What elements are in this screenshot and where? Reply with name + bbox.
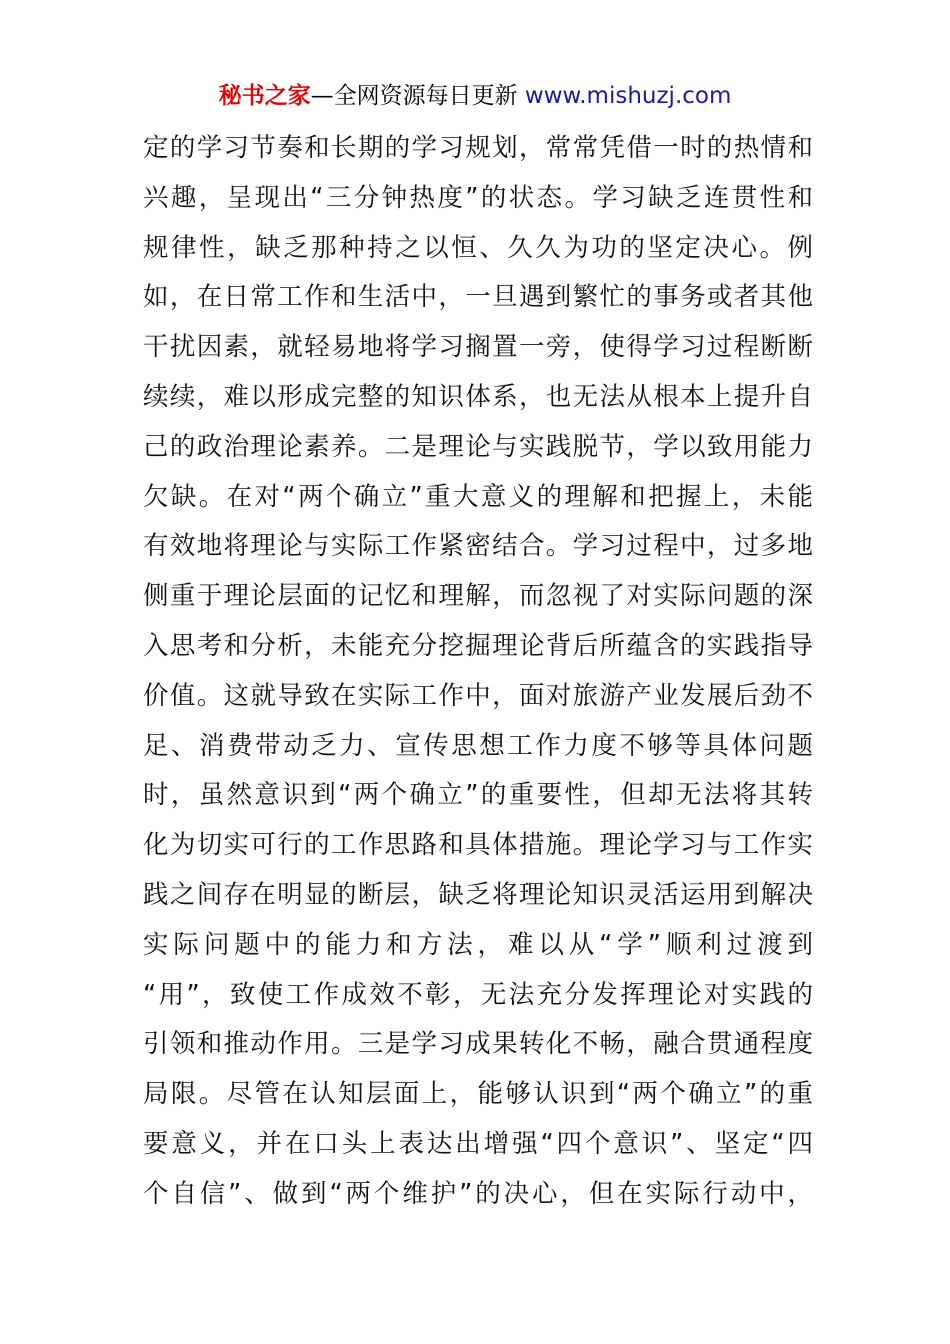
text-line: 局限。尽管在认知层面上，能够认识到“两个确立”的重 [143, 1079, 813, 1110]
text-line: “用”，致使工作成效不彰，无法充分发挥理论对实践的 [143, 979, 813, 1010]
text-line: 干扰因素，就轻易地将学习搁置一旁，使得学习过程断断 [143, 332, 813, 363]
text-line: 如，在日常工作和生活中，一旦遇到繁忙的事务或者其他 [143, 282, 813, 313]
text-line: 规律性，缺乏那种持之以恒、久久为功的坚定决心。例 [143, 232, 813, 263]
text-line: 实际问题中的能力和方法，难以从“学”顺利过渡到 [143, 929, 813, 960]
text-line: 价值。这就导致在实际工作中，面对旅游产业发展后劲不 [143, 680, 813, 711]
text-line: 己的政治理论素养。二是理论与实践脱节，学以致用能力 [143, 431, 813, 462]
text-line: 个自信”、做到“两个维护”的决心，但在实际行动中， [143, 1178, 813, 1209]
text-line: 续续，难以形成完整的知识体系，也无法从根本上提升自 [143, 381, 813, 412]
header-tagline: —全网资源每日更新 [310, 83, 525, 109]
text-line: 入思考和分析，未能充分挖掘理论背后所蕴含的实践指导 [143, 630, 813, 661]
text-line: 定的学习节奏和长期的学习规划，常常凭借一时的热情和 [143, 133, 813, 163]
body-text [143, 124, 813, 1220]
site-header [0, 78, 950, 114]
site-url[interactable]: www.mishuzj.com [524, 83, 732, 109]
text-line: 引领和推动作用。三是学习成果转化不畅，融合贯通程度 [143, 1029, 813, 1060]
text-line: 有效地将理论与实际工作紧密结合。学习过程中，过多地 [143, 531, 813, 562]
text-line: 践之间存在明显的断层，缺乏将理论知识灵活运用到解决 [143, 879, 813, 910]
text-line: 足、消费带动乏力、宣传思想工作力度不够等具体问题 [143, 730, 813, 761]
brand-name: 秘书之家 [218, 83, 311, 109]
text-line: 欠缺。在对“两个确立”重大意义的理解和把握上，未能 [143, 481, 813, 512]
text-line: 要意义，并在口头上表达出增强“四个意识”、坚定“四 [143, 1128, 813, 1159]
text-line: 侧重于理论层面的记忆和理解，而忽视了对实际问题的深 [143, 581, 813, 612]
text-line: 时，虽然意识到“两个确立”的重要性，但却无法将其转 [143, 780, 813, 811]
text-line: 兴趣，呈现出“三分钟热度”的状态。学习缺乏连贯性和 [143, 182, 813, 213]
text-line: 化为切实可行的工作思路和具体措施。理论学习与工作实 [143, 830, 813, 861]
